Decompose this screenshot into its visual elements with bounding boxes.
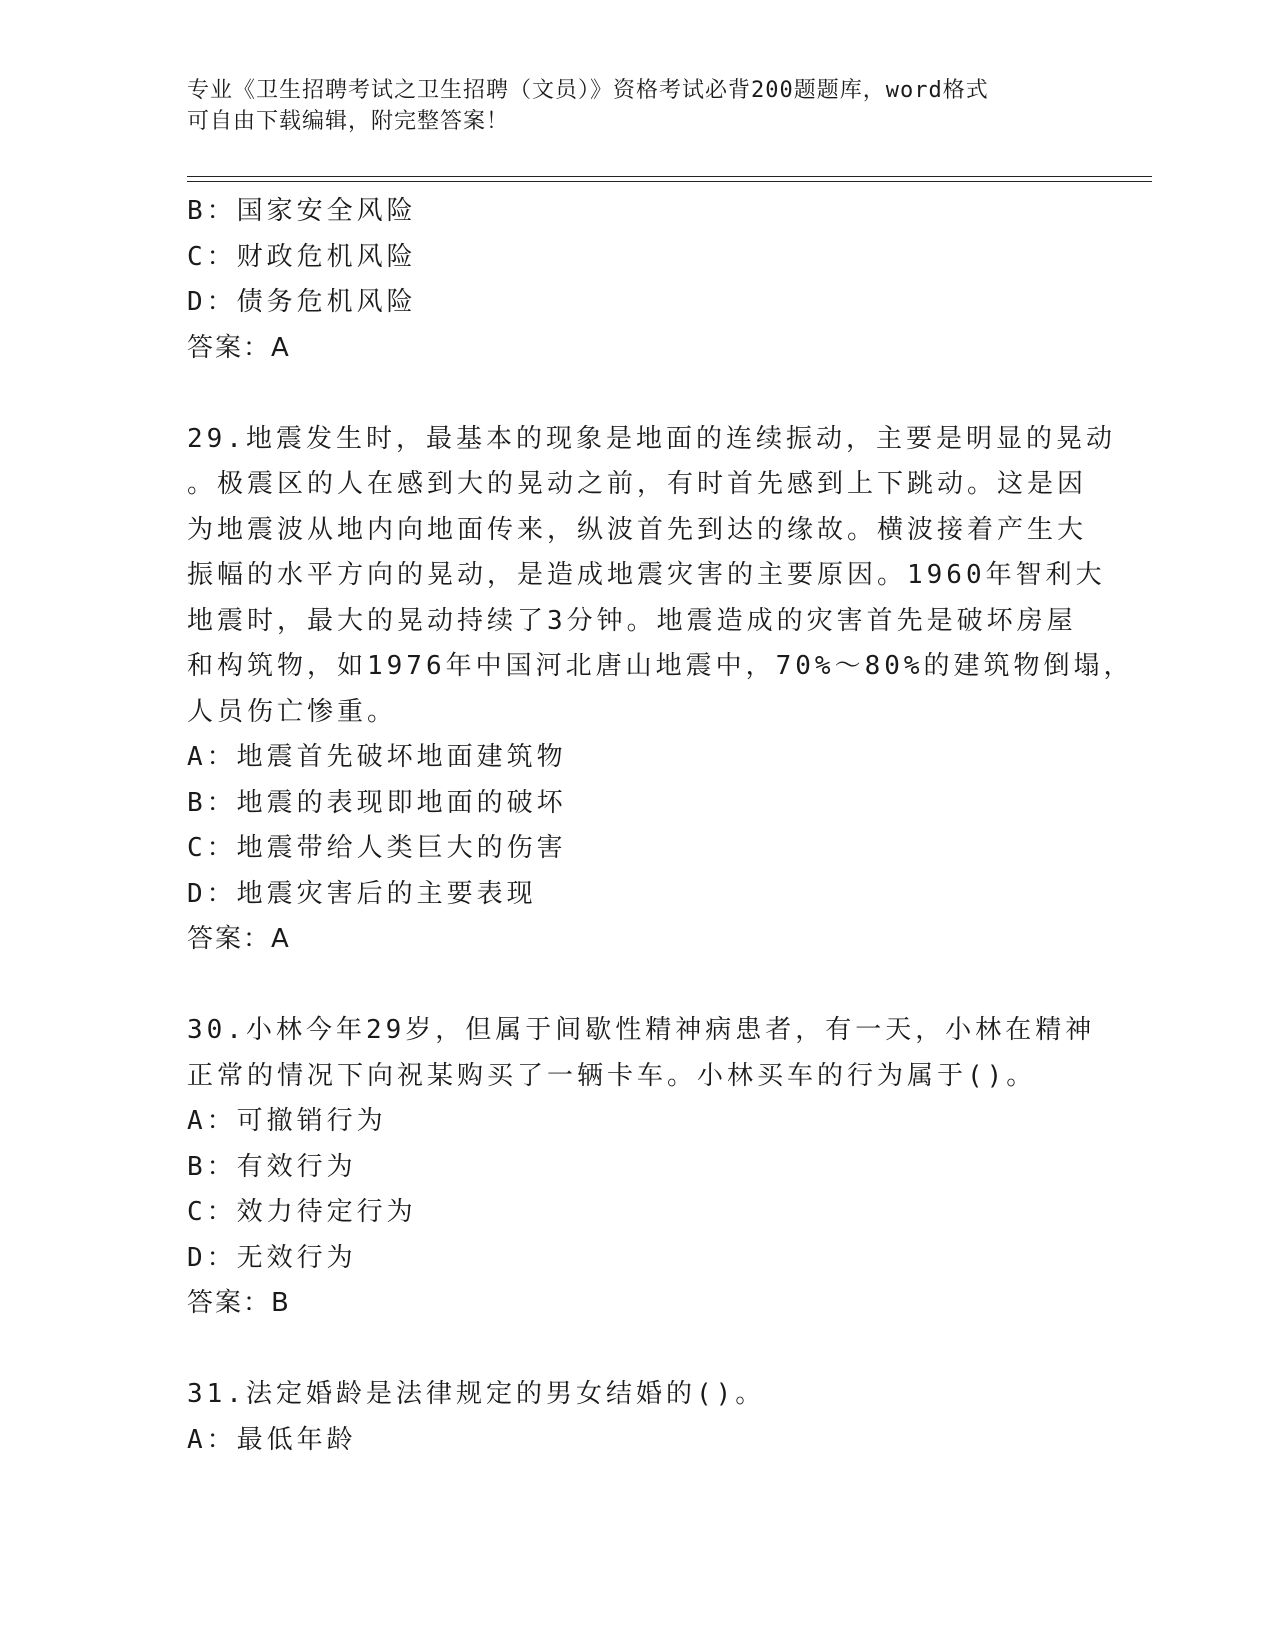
q29-stem-line: 29.地震发生时，最基本的现象是地面的连续振动，主要是明显的晃动: [187, 423, 1116, 454]
q29-stem-line: 为地震波从地内向地面传来，纵波首先到达的缘故。横波接着产生大: [187, 514, 1088, 545]
q29-stem-line: 地震时，最大的晃动持续了3分钟。地震造成的灾害首先是破坏房屋: [187, 605, 1077, 636]
q30-option-d: D：无效行为: [187, 1242, 357, 1273]
q29-stem-line: 。极震区的人在感到大的晃动之前，有时首先感到上下跳动。这是因: [187, 469, 1088, 499]
q28-option-d: D：债务危机风险: [187, 287, 417, 317]
q29-option-b: B：地震的表现即地面的破坏: [187, 787, 567, 818]
header-divider: [187, 176, 1152, 182]
q29-stem-line: 人员伤亡惨重。: [187, 696, 398, 727]
q30-stem-line: 30.小林今年29岁，但属于间歇性精神病患者，有一天，小林在精神: [187, 1015, 1096, 1045]
question-31: [187, 1372, 1067, 1463]
header-title-line-2: 可自由下载编辑，附完整答案！: [187, 109, 510, 134]
spacer: [187, 1327, 1067, 1373]
q29-answer: 答案：A: [187, 924, 291, 954]
document-body: [187, 189, 1134, 1463]
q31-option-a: A：最低年龄: [187, 1424, 357, 1455]
q30-option-c: C：效力待定行为: [187, 1197, 417, 1227]
q28-option-c: C：财政危机风险: [187, 241, 417, 272]
q30-option-b: B：有效行为: [187, 1151, 357, 1182]
q29-option-d: D：地震灾害后的主要表现: [187, 878, 537, 909]
q30-answer: 答案：B: [187, 1288, 291, 1318]
q29-stem-line: 和构筑物，如1976年中国河北唐山地震中，70%～80%的建筑物倒塌，: [187, 651, 1134, 681]
question-28: [187, 189, 1067, 371]
q29-option-c: C：地震带给人类巨大的伤害: [187, 833, 567, 863]
q30-stem-line: 正常的情况下向祝某购买了一辆卡车。小林买车的行为属于()。: [187, 1060, 1037, 1091]
q29-option-a: A：地震首先破坏地面建筑物: [187, 742, 567, 772]
header-title-line-1: 专业《卫生招聘考试之卫生招聘（文员）》资格考试必背200题题库，word格式: [187, 78, 989, 103]
question-30: [187, 1008, 1096, 1327]
page-header: [187, 75, 1087, 137]
q28-answer: 答案：A: [187, 332, 291, 363]
q30-option-a: A：可撤销行为: [187, 1106, 387, 1136]
q31-stem: 31.法定婚龄是法律规定的男女结婚的()。: [187, 1379, 766, 1409]
spacer: [187, 963, 1067, 1009]
spacer: [187, 371, 1067, 417]
q28-option-b: B：国家安全风险: [187, 196, 417, 226]
question-29: [187, 417, 1134, 963]
q29-stem-line: 振幅的水平方向的晃动，是造成地震灾害的主要原因。1960年智利大: [187, 560, 1106, 590]
